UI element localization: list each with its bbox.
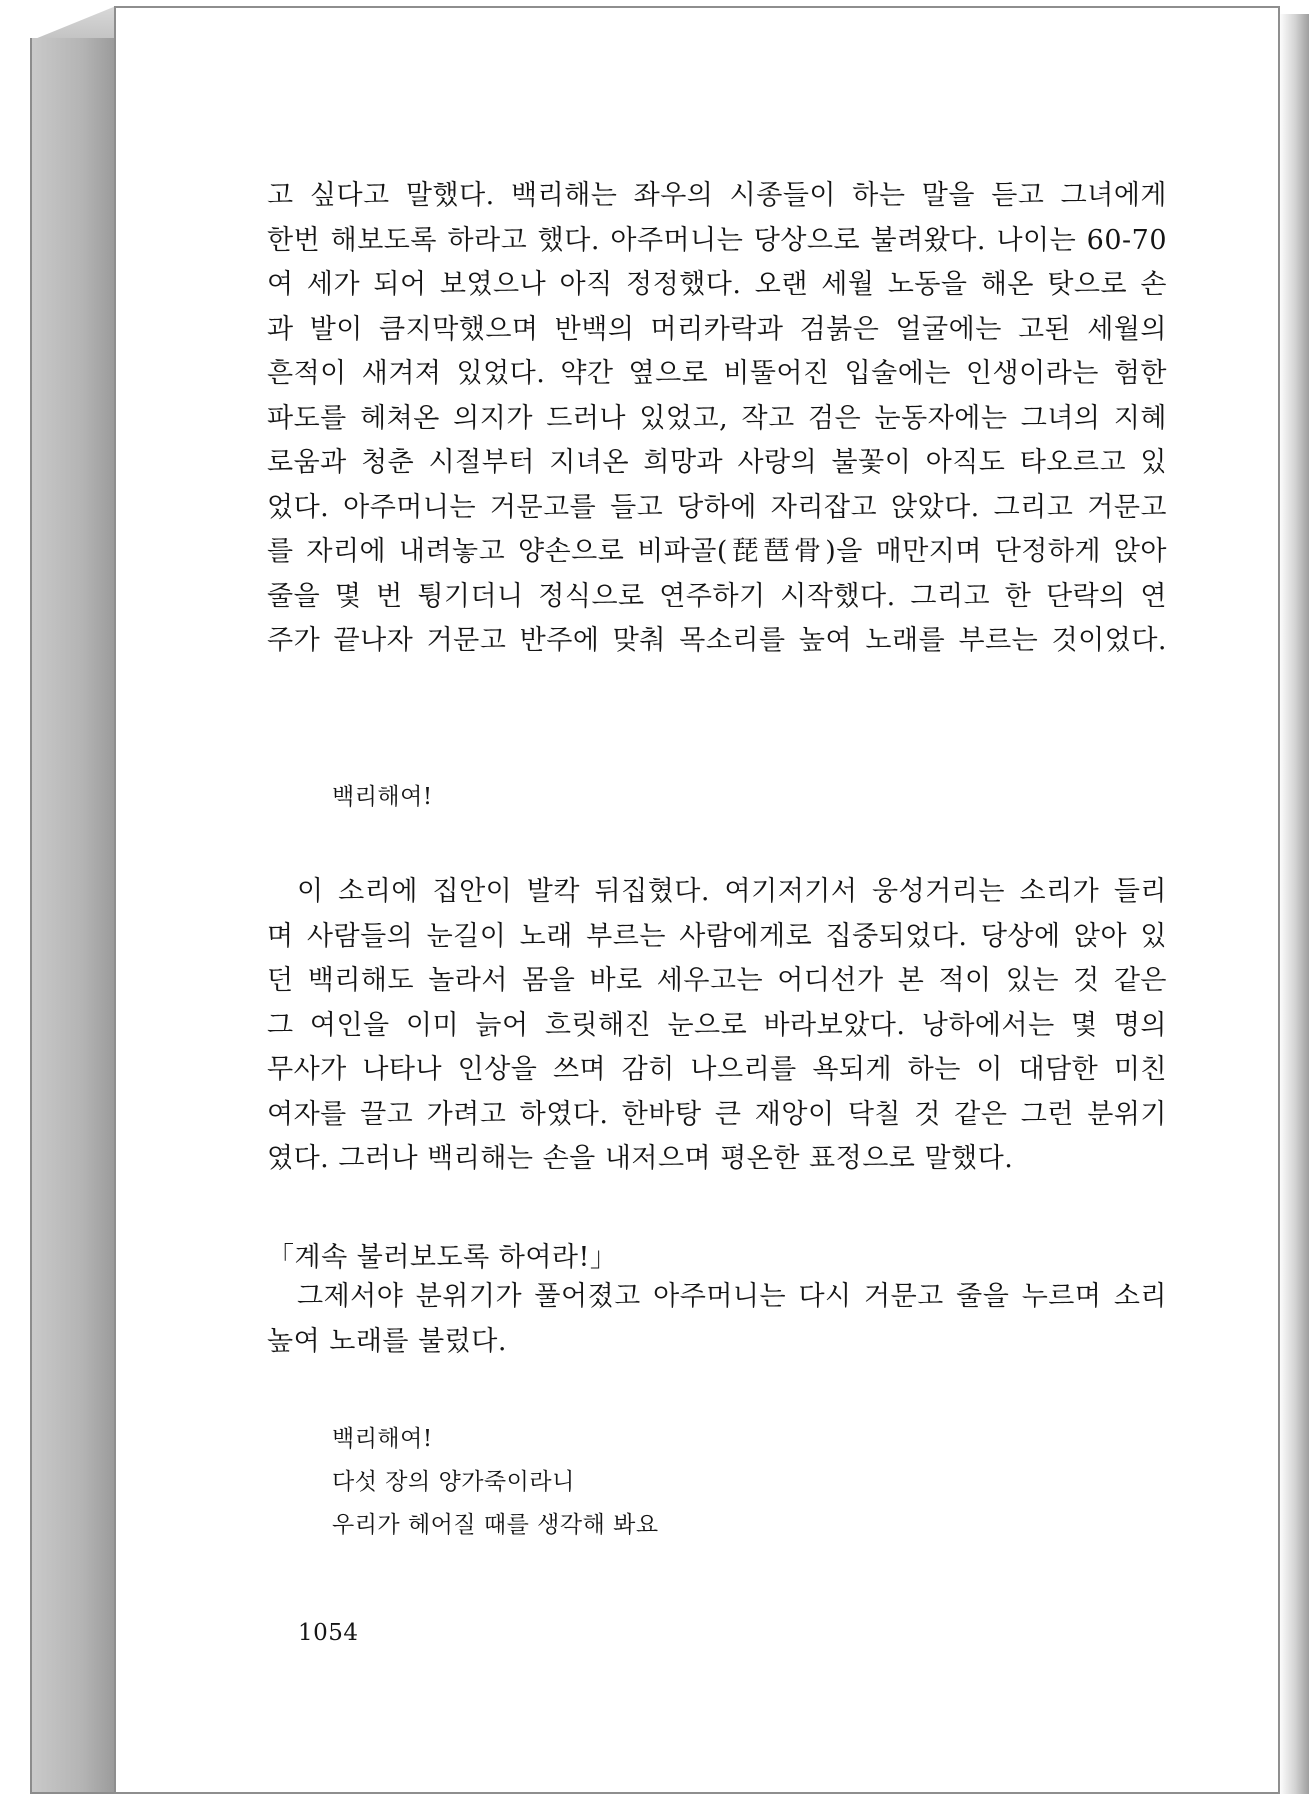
text-line: 를 자리에 내려놓고 양손으로 비파골(琵琶骨)을 매만지며 단정하게 앉아	[267, 536, 1167, 567]
poem-line: 우리가 헤어질 때를 생각해 봐요	[332, 1512, 659, 1538]
text-line: 그제서야 분위기가 풀어졌고 아주머니는 다시 거문고 줄을 누르며 소리	[297, 1281, 1167, 1312]
poem-line: 백리해여!	[332, 784, 433, 810]
poem-1	[332, 776, 433, 819]
text-line: 었다. 아주머니는 거문고를 들고 당하에 자리잡고 앉았다. 그리고 거문고	[267, 491, 1167, 523]
poem-2	[332, 1418, 659, 1547]
text-line: 로움과 청춘 시절부터 지녀온 희망과 사랑의 불꽃이 아직도 타오르고 있	[267, 447, 1167, 478]
text-line: 여자를 끌고 가려고 하였다. 한바탕 큰 재앙이 닥칠 것 같은 그런 분위기	[267, 1098, 1167, 1130]
text-line: 무사가 나타나 인상을 쓰며 감히 나으리를 욕되게 하는 이 대담한 미친	[267, 1054, 1167, 1085]
text-line: 파도를 헤쳐온 의지가 드러나 있었고, 작고 검은 눈동자에는 그녀의 지혜	[267, 402, 1167, 434]
text-line: 던 백리해도 놀라서 몸을 바로 세우고는 어디선가 본 적이 있는 것 같은	[267, 965, 1167, 996]
text-line: 그 여인을 이미 늙어 흐릿해진 눈으로 바라보았다. 낭하에서는 몇 명의	[267, 1009, 1167, 1041]
paragraph-1	[267, 174, 1167, 664]
page-curl-shadow	[1279, 14, 1309, 1794]
text-line: 과 발이 큼지막했으며 반백의 머리카락과 검붉은 얼굴에는 고된 세월의	[267, 313, 1167, 345]
text-line: 여 세가 되어 보였으나 아직 정정했다. 오랜 세월 노동을 해온 탓으로 손	[267, 269, 1167, 300]
poem-line: 다섯 장의 양가죽이라니	[332, 1469, 575, 1495]
dialogue-line: 「계속 불러보도록 하여라!」	[267, 1242, 618, 1273]
text-line: 며 사람들의 눈길이 노래 부르는 사람에게로 집중되었다. 당상에 앉아 있	[267, 920, 1167, 952]
text-line: 주가 끝나자 거문고 반주에 맞춰 목소리를 높여 노래를 부르는 것이었다.	[267, 625, 1167, 656]
paragraph-2	[267, 870, 1167, 1182]
book-spine	[30, 38, 116, 1794]
text-line: 한번 해보도록 하라고 했다. 아주머니는 당상으로 불려왔다. 나이는 60-70	[267, 224, 1167, 256]
poem-line: 백리해여!	[332, 1426, 433, 1452]
page-number: 1054	[298, 1620, 359, 1646]
text-line: 고 싶다고 말했다. 백리해는 좌우의 시종들이 하는 말을 듣고 그녀에게	[267, 180, 1167, 211]
text-line: 였다. 그러나 백리해는 손을 내저으며 평온한 표정으로 말했다.	[267, 1143, 1014, 1174]
text-line: 이 소리에 집안이 발칵 뒤집혔다. 여기저기서 웅성거리는 소리가 들리	[297, 876, 1167, 907]
text-line: 높여 노래를 불렀다.	[267, 1325, 507, 1357]
paragraph-3	[267, 1275, 1167, 1364]
text-line: 흔적이 새겨져 있었다. 약간 옆으로 비뚤어진 입술에는 인생이라는 험한	[267, 358, 1167, 389]
text-line: 줄을 몇 번 튕기더니 정식으로 연주하기 시작했다. 그리고 한 단락의 연	[267, 580, 1167, 612]
dialogue-block	[267, 1236, 1167, 1281]
